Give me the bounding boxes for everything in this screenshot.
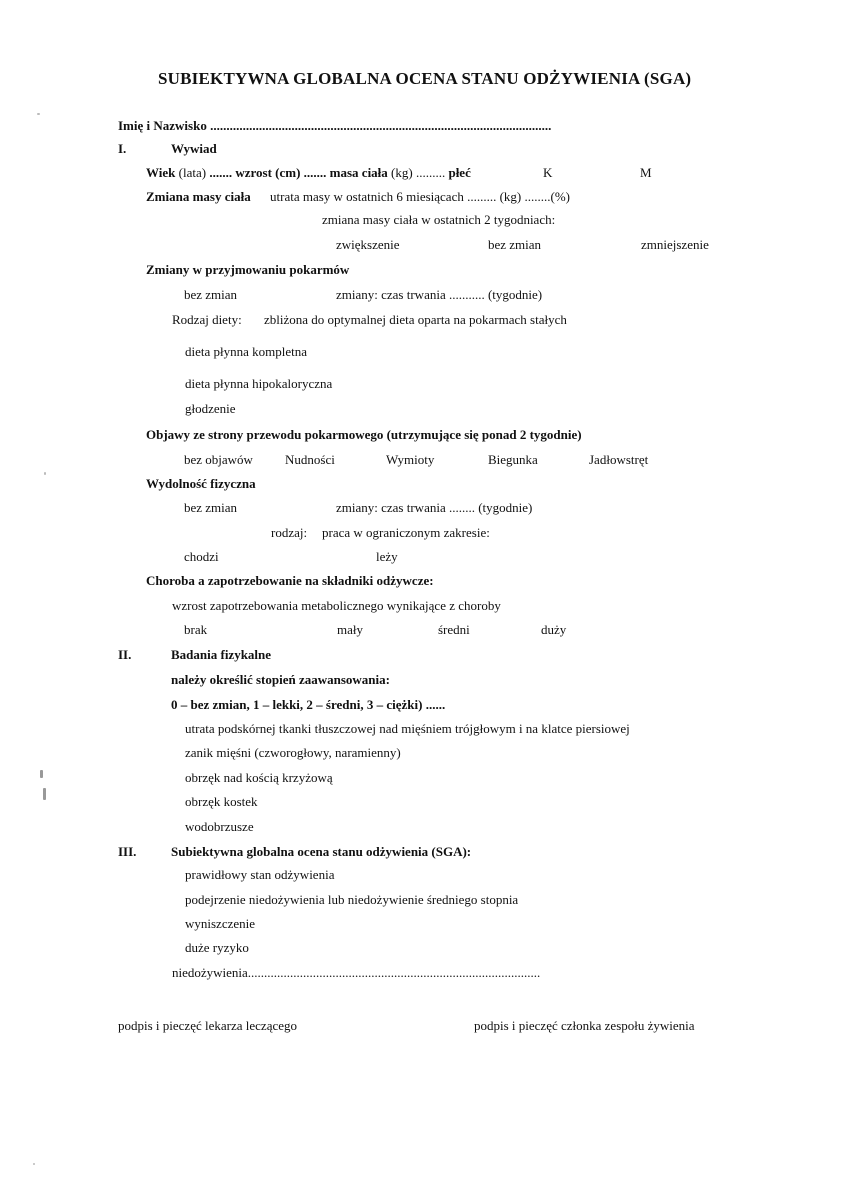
- name-label: Imię i Nazwisko: [118, 118, 207, 133]
- section-2-scale: 0 – bez zmian, 1 – lekki, 2 – średni, 3 – ciężki) ......: [171, 697, 446, 712]
- section-2-instruction: należy określić stopień zaawansowania:: [171, 672, 390, 687]
- dieta-label: Rodzaj diety:: [172, 312, 242, 327]
- plec-k: K: [543, 165, 553, 180]
- signature-nutrition-team: podpis i pieczęć członka zespołu żywienia: [474, 1018, 695, 1033]
- scan-speck: [40, 770, 43, 778]
- masa-label: masa ciała: [329, 165, 388, 180]
- name-line: [118, 119, 551, 132]
- sga-item: podejrzenie niedożywienia lub niedożywienie średniego stopnia: [185, 892, 519, 907]
- badanie-item: obrzęk nad kością krzyżową: [185, 770, 333, 785]
- zmiana-masy-6m: utrata masy w ostatnich 6 miesiącach ......... (kg) ........(%): [270, 189, 570, 204]
- objaw-biegunka: Biegunka: [488, 452, 538, 467]
- scan-speck: [37, 113, 40, 115]
- wydolnosc-bez-zmian: bez zmian: [184, 500, 238, 515]
- name-dots: .........................................................................................................: [210, 118, 552, 133]
- wydolnosc-chodzi: chodzi: [184, 549, 219, 564]
- choroba-wzrost: wzrost zapotrzebowania metabolicznego wynikające z choroby: [172, 598, 501, 613]
- objaw-jadlowstret: Jadłowstręt: [589, 452, 649, 467]
- objaw-nudnosci: Nudności: [285, 452, 335, 467]
- sga-item: wyniszczenie: [185, 916, 256, 931]
- dieta-2: dieta płynna kompletna: [185, 344, 308, 359]
- choroba-maly: mały: [337, 622, 363, 637]
- choroba-brak: brak: [184, 622, 208, 637]
- pokarmy-label: Zmiany w przyjmowaniu pokarmów: [146, 262, 350, 277]
- choroba-label: Choroba a zapotrzebowanie na składniki odżywcze:: [146, 573, 434, 588]
- wydolnosc-label: Wydolność fizyczna: [146, 476, 256, 491]
- section-2-heading: Badania fizykalne: [171, 647, 272, 662]
- section-1-heading: Wywiad: [171, 141, 217, 156]
- objaw-bez: bez objawów: [184, 452, 253, 467]
- pokarmy-zmiany: zmiany: czas trwania ........... (tygodnie): [336, 287, 543, 302]
- plec-label: płeć: [448, 165, 471, 180]
- pokarmy-bez-zmian: bez zmian: [184, 287, 238, 302]
- wzrost-field: ....... wzrost (cm) .......: [209, 165, 327, 180]
- zm-bez-zmian: bez zmian: [488, 237, 542, 252]
- choroba-sredni: średni: [438, 622, 470, 637]
- wydolnosc-praca: praca w ograniczonym zakresie:: [322, 525, 490, 540]
- section-2-number: II.: [118, 647, 132, 662]
- badanie-item: obrzęk kostek: [185, 794, 258, 809]
- scan-speck: [43, 788, 46, 800]
- scan-speck: [33, 1163, 35, 1165]
- zmiana-masy-2t: zmiana masy ciała w ostatnich 2 tygodniach:: [322, 212, 556, 227]
- signature-doctor: podpis i pieczęć lekarza leczącego: [118, 1018, 297, 1033]
- sga-last-line: niedożywienia..........................................................................................: [172, 965, 541, 980]
- wiek-row: [146, 166, 471, 179]
- wydolnosc-zmiany: zmiany: czas trwania ........ (tygodnie): [336, 500, 533, 515]
- wydolnosc-rodzaj: rodzaj:: [271, 525, 308, 540]
- section-1-number: I.: [118, 141, 127, 156]
- page-title: SUBIEKTYWNA GLOBALNA OCENA STANU ODŻYWIENIA (SGA): [158, 69, 692, 88]
- badanie-item: zanik mięśni (czworogłowy, naramienny): [185, 745, 401, 760]
- dieta-1: zbliżona do optymalnej dieta oparta na pokarmach stałych: [264, 312, 567, 327]
- sga-item: prawidłowy stan odżywienia: [185, 867, 335, 882]
- dieta-4: głodzenie: [185, 401, 236, 416]
- zm-zmniejszenie: zmniejszenie: [641, 237, 709, 252]
- objaw-wymioty: Wymioty: [386, 452, 435, 467]
- section-3-heading: Subiektywna globalna ocena stanu odżywienia (SGA):: [171, 844, 472, 859]
- badanie-item: wodobrzusze: [185, 819, 254, 834]
- badanie-item: utrata podskórnej tkanki tłuszczowej nad mięśniem trójgłowym i na klatce piersiowej: [185, 721, 630, 736]
- wiek-label: Wiek: [146, 165, 176, 180]
- masa-unit: (kg) .........: [391, 165, 446, 180]
- dieta-3: dieta płynna hipokaloryczna: [185, 376, 333, 391]
- scan-speck: [44, 472, 46, 475]
- zmiana-masy-label: Zmiana masy ciała: [146, 189, 251, 204]
- plec-m: M: [640, 165, 652, 180]
- wiek-unit: (lata): [178, 165, 207, 180]
- section-3-number: III.: [118, 844, 137, 859]
- zm-zwiekszenie: zwiększenie: [336, 237, 400, 252]
- wydolnosc-lezy: leży: [376, 549, 398, 564]
- choroba-duzy: duży: [541, 622, 567, 637]
- objawy-label: Objawy ze strony przewodu pokarmowego (utrzymujące się ponad 2 tygodnie): [146, 427, 582, 442]
- sga-item: duże ryzyko: [185, 940, 249, 955]
